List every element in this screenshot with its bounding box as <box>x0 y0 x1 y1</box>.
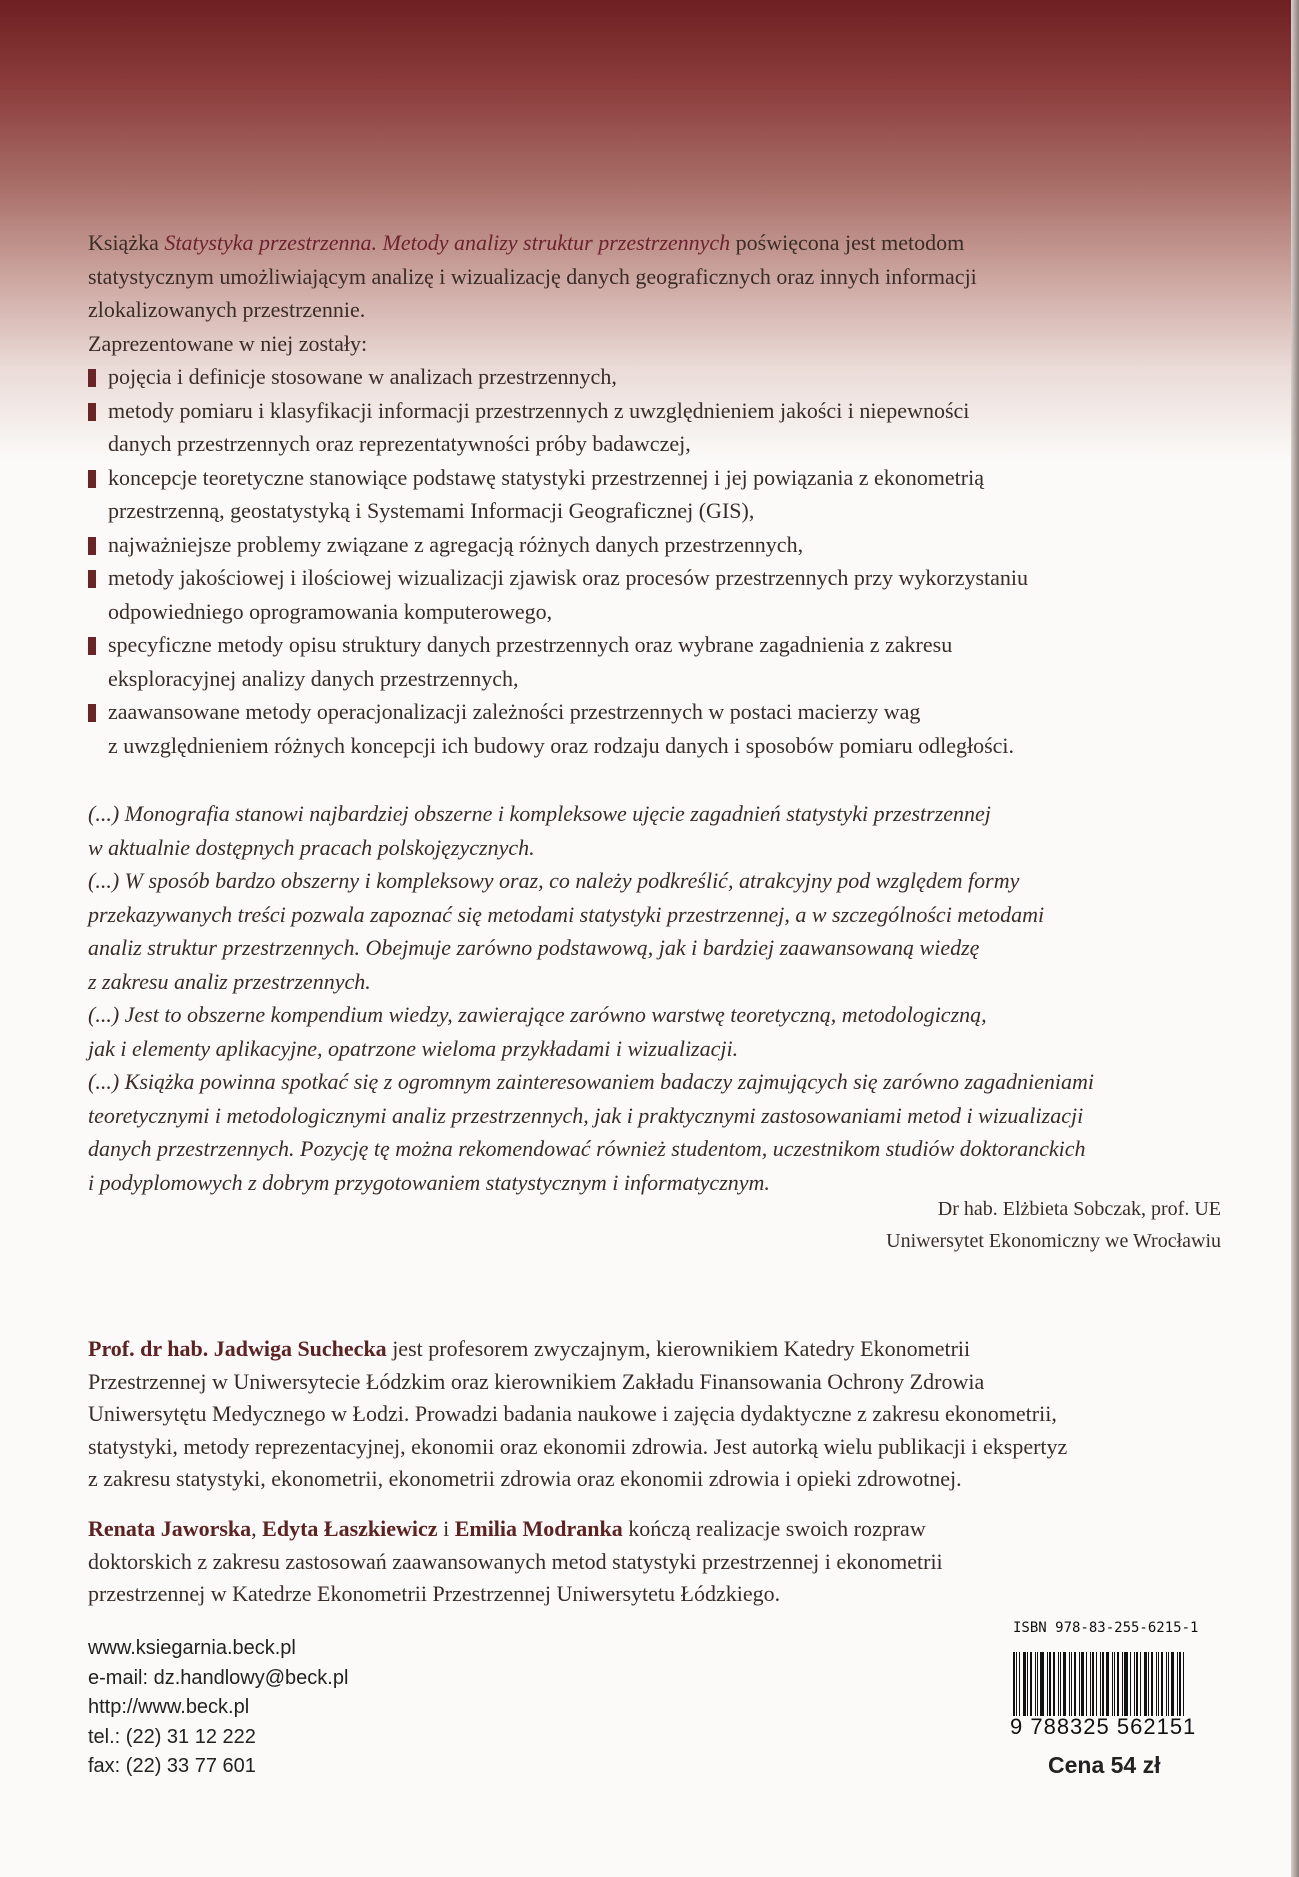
barcode-bar <box>1168 1652 1169 1716</box>
book-title: Statystyka przestrzenna. Metody analizy struktur przestrzennych <box>164 230 731 255</box>
review-line: teoretycznymi i metodologicznymi analiz przestrzennych, jak i praktycznymi zastosowaniami metod i wizualizacji <box>88 1102 1084 1128</box>
barcode-bar <box>1156 1652 1157 1716</box>
barcode-digits: 9 788325 562151 <box>1010 1714 1197 1739</box>
barcode-bar <box>1053 1652 1055 1716</box>
barcode <box>1013 1652 1239 1716</box>
barcode-bar <box>1027 1652 1028 1716</box>
topic-list-item: metody pomiaru i klasyfikacji informacji przestrzennych z uwzględnieniem jakości i niepewności <box>88 394 1028 428</box>
topic-list-item: koncepcje teoretyczne stanowiące podstawę statystyki przestrzennej i jej powiązania z ekonometrią <box>88 461 1028 495</box>
bio-line: Przestrzennej w Uniwersytecie Łódzkim oraz kierownikiem Zakładu Finansowania Ochrony Zdrowia <box>88 1368 985 1394</box>
reviewer-affiliation: Uniwersytet Ekonomiczny we Wrocławiu <box>886 1230 1221 1252</box>
intro-prefix: Książka <box>88 230 165 255</box>
barcode-bar <box>1166 1652 1167 1716</box>
author-name: Emilia Modranka <box>454 1516 623 1541</box>
barcode-bar <box>1081 1652 1084 1716</box>
bio-line <box>88 1333 1067 1366</box>
bullet-marker-icon <box>88 403 96 421</box>
review-line: w aktualnie dostępnych pracach polskojęzycznych. <box>88 834 535 860</box>
barcode-bar <box>1016 1652 1017 1716</box>
email-link[interactable]: e-mail: dz.handlowy@beck.pl <box>88 1666 349 1689</box>
review-line: jak i elementy aplikacyjne, opatrzone wieloma przykładami i wizualizacji. <box>88 1035 739 1061</box>
barcode-bar <box>1063 1652 1066 1716</box>
barcode-bar <box>1130 1652 1131 1716</box>
barcode-bar <box>1171 1652 1174 1716</box>
fax-number: fax: (22) 33 77 601 <box>88 1755 256 1777</box>
barcode-bar <box>1134 1652 1135 1716</box>
intro-line: zlokalizowanych przestrzennie. <box>88 297 366 322</box>
bullet-marker-icon <box>88 570 96 588</box>
review-line: (...) W sposób bardzo obszerny i kompleksowy oraz, co należy podkreślić, atrakcyjny pod względem formy <box>88 868 1020 893</box>
publisher-contact <box>88 1634 348 1782</box>
review-line: (...) Książka powinna spotkać się z ogromnym zainteresowaniem badaczy zajmujących się zarówno zagadnieniami <box>88 1069 1095 1094</box>
barcode-bar <box>1060 1652 1061 1716</box>
author-name: Edyta Łaszkiewicz <box>262 1516 438 1541</box>
author-bio-2 <box>88 1513 943 1611</box>
separator: , <box>251 1516 263 1541</box>
review-line: przekazywanych treści pozwala zapoznać się metodami statystyki przestrzennej, a w szczególności metodami <box>88 901 1045 927</box>
barcode-bar <box>1124 1652 1128 1716</box>
barcode-bar <box>1140 1652 1141 1716</box>
bio-line: z zakresu statystyki, ekonometrii, ekonometrii zdrowia oraz ekonomii zdrowia i opieki zdrowotnej. <box>88 1466 962 1491</box>
review-line: i podyplomowych z dobrym przygotowaniem statystycznym i informatycznym. <box>88 1169 770 1195</box>
topic-list-item: specyficzne metody opisu struktury danych przestrzennych oraz wybrane zagadnienia z zakresu <box>88 628 1028 662</box>
barcode-bar <box>1092 1652 1094 1716</box>
barcode-bar <box>1030 1652 1032 1716</box>
intro-line: Zaprezentowane w niej zostały: <box>88 330 368 356</box>
separator: i <box>437 1516 455 1541</box>
bio-line: Uniwersytętu Medycznego w Łodzi. Prowadzi badania naukowe i zajęcia dydaktyczne z zakresu ekonometrii, <box>88 1401 1057 1426</box>
barcode-bar <box>1151 1652 1153 1716</box>
bullet-marker-icon <box>88 369 96 387</box>
barcode-bar <box>1074 1652 1076 1716</box>
barcode-bar <box>1023 1652 1026 1716</box>
bullet-marker-icon <box>88 637 96 655</box>
barcode-bar <box>1102 1652 1104 1716</box>
review-line: analiz struktur przestrzennych. Obejmuje zarówno podstawową, jak i bardziej zaawansowaną wiedzę <box>88 935 980 960</box>
intro-line <box>88 226 1028 260</box>
barcode-bar <box>1019 1652 1020 1716</box>
topic-list-item: pojęcia i definicje stosowane w analizach przestrzennych, <box>88 360 1028 394</box>
reviewer-name: Dr hab. Elżbieta Sobczak, prof. UE <box>937 1198 1221 1220</box>
author-bio-1 <box>88 1333 1067 1496</box>
bio-line: doktorskich z zakresu zastosowań zaawansowanych metod statystyki przestrzennej i ekonometrii <box>88 1548 943 1574</box>
barcode-bar <box>1136 1652 1138 1716</box>
barcode-bar <box>1158 1652 1159 1716</box>
review-quote <box>88 797 1094 1199</box>
topic-list-item: danych przestrzennych oraz reprezentatywności próby badawczej, <box>108 431 691 456</box>
barcode-bar <box>1071 1652 1072 1716</box>
topic-list-item: odpowiedniego oprogramowania komputerowego, <box>108 598 553 624</box>
topic-list-item: eksploracyjnej analizy danych przestrzennych, <box>108 665 519 691</box>
intro-line: statystycznym umożliwiającym analizę i wizualizację danych geograficznych oraz innych informacji <box>88 263 977 289</box>
barcode-bar <box>1040 1652 1044 1716</box>
phone-number: tel.: (22) 31 12 222 <box>88 1725 256 1748</box>
bio-line: statystyki, metody reprezentacyjnej, ekonomii oraz ekonomii zdrowia. Jest autorką wielu publikacji i ekspertyz <box>88 1433 1068 1459</box>
barcode-bar <box>1106 1652 1109 1716</box>
website-link[interactable]: http://www.beck.pl <box>88 1696 250 1718</box>
topic-list-item: metody jakościowej i ilościowej wizualizacji zjawisk oraz procesów przestrzennych przy wykorzystaniu <box>88 561 1028 595</box>
price-label: Cena 54 zł <box>1048 1752 1161 1778</box>
barcode-bar <box>1037 1652 1038 1716</box>
author-name: Prof. dr hab. Jadwiga Suchecka <box>88 1336 387 1361</box>
barcode-bar <box>1086 1652 1087 1716</box>
barcode-bar <box>1122 1652 1123 1716</box>
barcode-bar <box>1090 1652 1091 1716</box>
bullet-marker-icon <box>88 470 96 488</box>
barcode-bar <box>1049 1652 1051 1716</box>
isbn-label: ISBN 978-83-255-6215-1 <box>1013 1620 1199 1636</box>
barcode-bar <box>1058 1652 1059 1716</box>
barcode-bar <box>1069 1652 1070 1716</box>
barcode-bar <box>1114 1652 1115 1716</box>
barcode-bar <box>1013 1652 1015 1716</box>
topic-list-item: najważniejsze problemy związane z agregacją różnych danych przestrzennych, <box>88 528 1028 562</box>
review-line: (...) Monografia stanowi najbardziej obszerne i kompleksowe ujęcie zagadnień statystyki przestrzennej <box>88 801 991 826</box>
bio-text: kończą realizacje swoich rozpraw <box>622 1516 926 1541</box>
author-name: Renata Jaworska <box>88 1516 252 1541</box>
barcode-bar <box>1047 1652 1048 1716</box>
intro-text: poświęcona jest metodom <box>730 230 965 255</box>
topic-list-item: zaawansowane metody operacjonalizacji zależności przestrzennych w postaci macierzy wag <box>88 695 1028 729</box>
review-line: danych przestrzennych. Pozycję tę można rekomendować również studentom, uczestnikom studiów doktoranckich <box>88 1136 1086 1161</box>
barcode-bar <box>1148 1652 1149 1716</box>
bullet-marker-icon <box>88 537 96 555</box>
barcode-bar <box>1144 1652 1147 1716</box>
barcode-bar <box>1177 1652 1178 1716</box>
bio-line: przestrzennej w Katedrze Ekonometrii Przestrzennej Uniwersytetu Łódzkiego. <box>88 1581 781 1606</box>
barcode-bar <box>1100 1652 1101 1716</box>
review-line: z zakresu analiz przestrzennych. <box>88 968 371 994</box>
topic-list-item: przestrzenną, geostatystyką i Systemami Informacji Geograficznej (GIS), <box>108 498 755 523</box>
barcode-bar <box>1179 1652 1181 1716</box>
barcode-bar <box>1112 1652 1113 1716</box>
barcode-bar <box>1096 1652 1097 1716</box>
topic-list <box>88 360 1028 762</box>
bio-line <box>88 1513 943 1546</box>
bio-text: jest profesorem zwyczajnym, kierownikiem Katedry Ekonometrii <box>386 1336 971 1361</box>
review-line: (...) Jest to obszerne kompendium wiedzy, zawierające zarówno warstwę teoretyczną, metodologiczną, <box>88 1002 987 1027</box>
barcode-bar <box>1079 1652 1080 1716</box>
cover-spine-edge <box>1291 0 1299 1877</box>
topic-list-item: z uwzględnieniem różnych koncepcji ich budowy oraz rodzaju danych i sposobów pomiaru odległości. <box>108 732 1015 758</box>
bullet-marker-icon <box>88 704 96 722</box>
barcode-bar <box>1161 1652 1163 1716</box>
intro-section <box>88 226 1028 762</box>
barcode-bar <box>1035 1652 1036 1716</box>
barcode-bar <box>1117 1652 1119 1716</box>
barcode-bar <box>1183 1652 1184 1716</box>
shop-link[interactable]: www.ksiegarnia.beck.pl <box>88 1637 296 1659</box>
